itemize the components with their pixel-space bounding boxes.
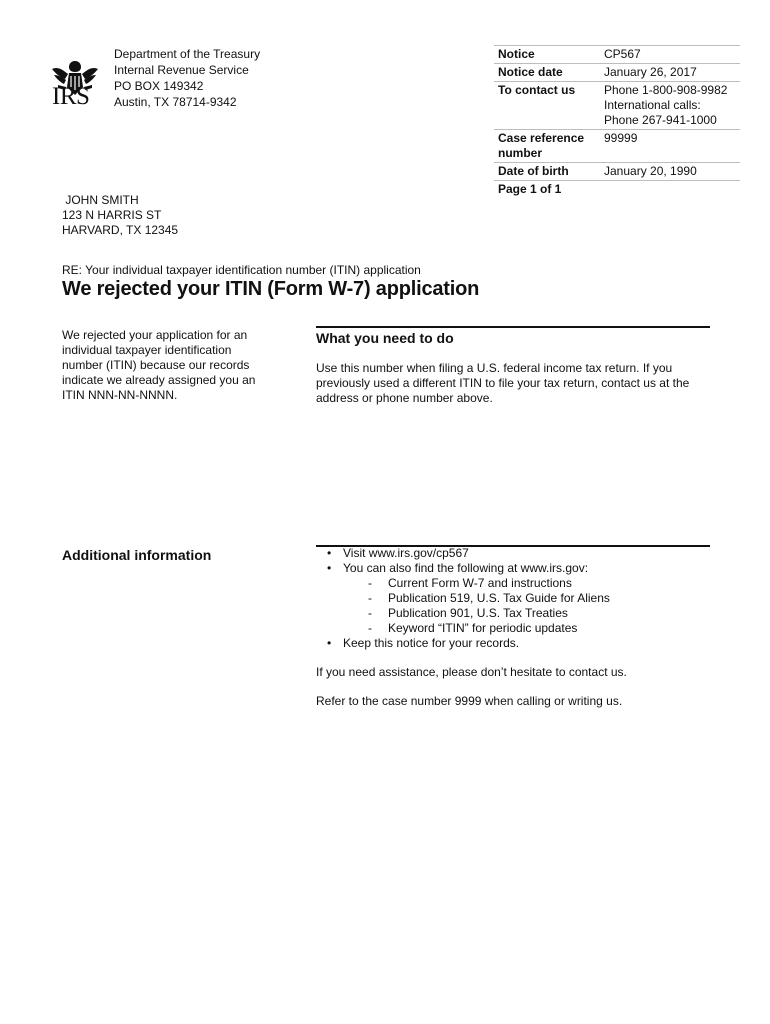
additional-info-content (316, 546, 736, 709)
contact-label: To contact us (494, 82, 600, 130)
notice-date-value: January 26, 2017 (600, 64, 740, 82)
case-reference-label (494, 130, 600, 163)
re-line: RE: Your individual taxpayer identification number (ITIN) application (62, 263, 421, 277)
case-label-line: Case reference (498, 131, 585, 145)
recipient-line: HARVARD, TX 12345 (62, 223, 179, 237)
irs-logo-text: IRS (52, 83, 90, 110)
case-label-line: number (498, 146, 543, 160)
todo-line: previously used a different ITIN to file your tax return, contact us at the (316, 376, 690, 390)
notice-label: Notice (494, 46, 600, 64)
list-item: • Visit www.irs.gov/cp567 (316, 546, 736, 561)
dob-label: Date of birth (494, 163, 600, 181)
page-title: We rejected your ITIN (Form W-7) application (62, 278, 480, 300)
explanation-line: number (ITIN) because our records (62, 358, 250, 372)
additional-info-heading: Additional information (62, 547, 212, 563)
section-divider (316, 326, 710, 328)
sub-list-item: - Keyword “ITIN” for periodic updates (316, 621, 736, 636)
recipient-line: JOHN SMITH (62, 193, 139, 207)
explanation-line: indicate we already assigned you an (62, 373, 256, 387)
todo-line: address or phone number above. (316, 391, 493, 405)
sender-line: Department of the Treasury (114, 47, 261, 61)
contact-line: International calls: (604, 98, 701, 112)
sender-address (114, 46, 260, 110)
sender-line: PO BOX 149342 (114, 79, 204, 93)
sender-line: Internal Revenue Service (114, 63, 249, 77)
recipient-address (62, 193, 178, 238)
todo-heading: What you need to do (316, 330, 454, 346)
sub-list-item: - Publication 901, U.S. Tax Treaties (316, 606, 736, 621)
contact-line: Phone 267-941-1000 (604, 113, 717, 127)
explanation-line: We rejected your application for an (62, 328, 248, 342)
notice-date-label: Notice date (494, 64, 600, 82)
sender-line: Austin, TX 78714-9342 (114, 95, 237, 109)
contact-value (600, 82, 740, 130)
recipient-line: 123 N HARRIS ST (62, 208, 162, 222)
list-item: • You can also find the following at www.irs.gov: (316, 561, 736, 576)
case-reference-text: Refer to the case number 9999 when calling or writing us. (316, 694, 623, 708)
rejection-explanation (62, 328, 282, 403)
explanation-line: ITIN NNN-NN-NNNN. (62, 388, 178, 402)
todo-line: Use this number when filing a U.S. federal income tax return. If you (316, 361, 673, 375)
notice-info-table (494, 45, 740, 198)
sub-list-item: - Current Form W-7 and instructions (316, 576, 736, 591)
info-list (316, 546, 736, 651)
page-count: Page 1 of 1 (498, 182, 562, 196)
explanation-line: individual taxpayer identification (62, 343, 232, 357)
case-reference-value: 99999 (600, 130, 740, 163)
notice-value: CP567 (600, 46, 740, 64)
todo-instructions (316, 361, 716, 406)
assistance-text: If you need assistance, please don’t hesitate to contact us. (316, 665, 627, 679)
contact-line: Phone 1-800-908-9982 (604, 83, 728, 97)
dob-value: January 20, 1990 (600, 163, 740, 181)
sub-list-item: - Publication 519, U.S. Tax Guide for Aliens (316, 591, 736, 606)
list-item: • Keep this notice for your records. (316, 636, 736, 651)
